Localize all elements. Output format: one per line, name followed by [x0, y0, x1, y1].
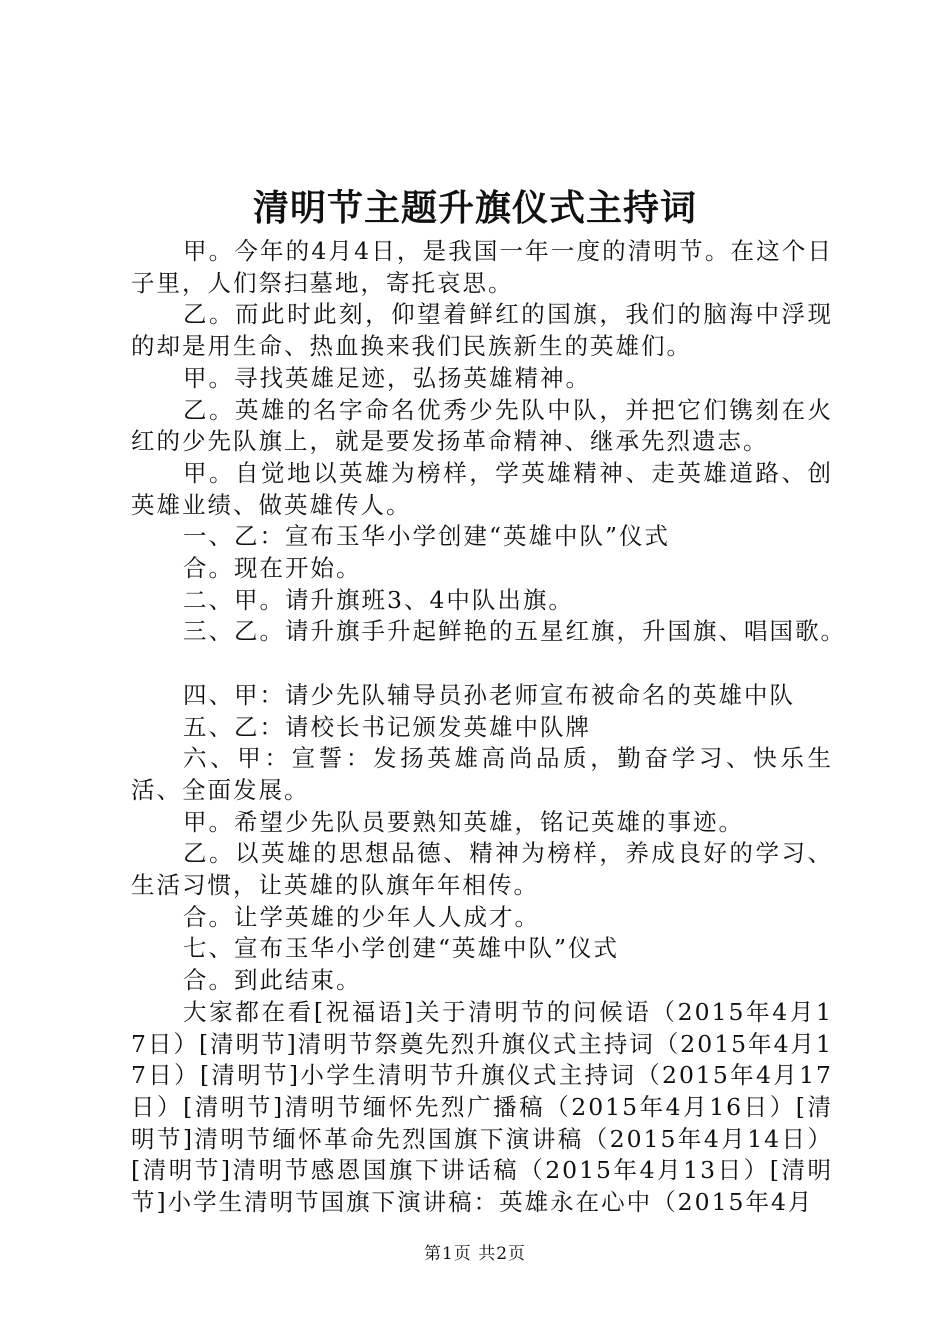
paragraph: 六、甲：宣誓：发扬英雄高尚品质，勤奋学习、快乐生活、全面发展。	[131, 744, 833, 804]
paragraph: 三、乙。请升旗手升起鲜艳的五星红旗，升国旗、唱国歌。	[183, 617, 846, 646]
paragraph: 五、乙：请校长书记颁发英雄中队牌	[183, 712, 591, 741]
paragraph: 合。到此结束。	[183, 966, 362, 995]
paragraph: 甲。寻找英雄足迹，弘扬英雄精神。	[183, 363, 591, 392]
paragraph: 合。现在开始。	[183, 554, 362, 583]
paragraph: 合。让学英雄的少年人人成才。	[183, 902, 540, 931]
paragraph: 乙。以英雄的思想品德、精神为榜样，养成良好的学习、生活习惯，让英雄的队旗年年相传。	[131, 839, 833, 900]
paragraph: 甲。自觉地以英雄为榜样，学英雄精神、走英雄道路、创英雄业绩、做英雄传人。	[131, 458, 833, 519]
paragraph: 四、甲：请少先队辅导员孙老师宣布被命名的英雄中队	[183, 680, 795, 709]
blank-line	[131, 648, 833, 680]
document-body	[131, 236, 846, 1219]
paragraph: 乙。英雄的名字命名优秀少先队中队，并把它们镌刻在火红的少先队旗上，就是要发扬革命精神、继承先烈遗志。	[131, 395, 833, 456]
paragraph: 一、乙：宣布玉华小学创建“英雄中队”仪式	[183, 522, 671, 551]
document-title: 清明节主题升旗仪式主持词	[252, 188, 697, 229]
paragraph: 甲。今年的4月4日，是我国一年一度的清明节。在这个日子里，人们祭扫墓地，寄托哀思。	[131, 237, 833, 297]
paragraph: 二、甲。请升旗班3、4中队出旗。	[183, 585, 574, 614]
paragraph: 大家都在看[祝福语]关于清明节的问候语（2015年4月17日）[清明节]清明节祭奠先烈升旗仪式主持词（2015年4月17日）[清明节]小学生清明节升旗仪式主持词（2015年4月17日）[清明节]清明节缅怀先烈广播稿（2015年4月16日）[清明节]清明节缅怀革命先烈国旗下演讲稿（2015年4月14日）[清明节]清明节感恩国旗下讲话稿（2015年4月13日）[清明节]小学生清明节国旗下演讲稿：英雄永在心中（2015年4月	[131, 997, 833, 1217]
paragraph: 甲。希望少先队员要熟知英雄，铭记英雄的事迹。	[183, 807, 744, 836]
paragraph: 乙。而此时此刻，仰望着鲜红的国旗，我们的脑海中浮现的却是用生命、热血换来我们民族新生的英雄们。	[131, 300, 833, 361]
page-footer: 第1页 共2页	[423, 1244, 527, 1264]
paragraph: 七、宣布玉华小学创建“英雄中队”仪式	[183, 934, 620, 963]
